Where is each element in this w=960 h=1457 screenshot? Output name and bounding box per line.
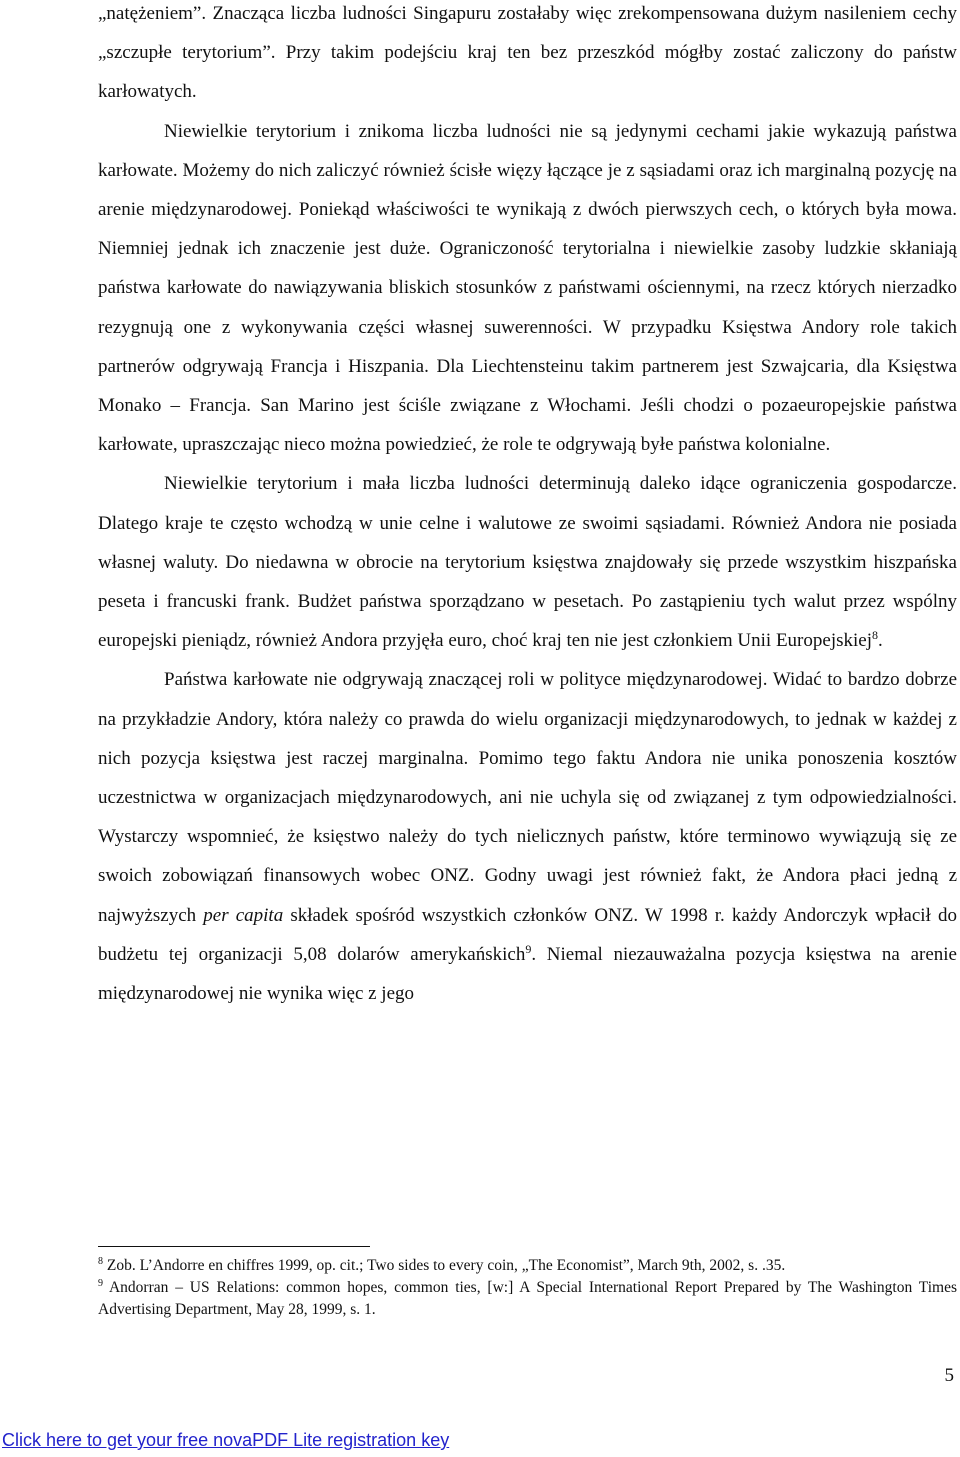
text-segment: Państwa karłowate nie odgrywają znaczącej roli w polityce międzynarodowej. Widać to bardzo dobrze na przykładzie Andory, która należy co prawda do wielu organizacji międzynarodowych, to jednak w każdej z nich pozycja księstwa jest raczej marginalna. Pomimo tego faktu Andora nie unika ponoszenia kosztów uczestnictwa w organizacjach międzynarodowych, ani nie uchyla się od związanej z tym odpowiedzialności. Wystarczy wspomnieć, że księstwo należy do tych nielicznych państw, które terminowo wywiązują się ze swoich zobowiązań finansowych wobec ONZ. Godny uwagi jest również fakt, że Andora płaci jedną z najwyższych — [98, 669, 957, 926]
page-number: 5 — [944, 1365, 954, 1386]
footnote — [98, 1255, 957, 1277]
text-segment: składek spośród wszystkich członków ONZ. W 1998 r. każdy Andorczyk wpłacił do budżetu tej organizacji 5,08 dolarów amerykańskich — [98, 904, 957, 965]
footnotes — [98, 1255, 957, 1321]
footnote-number: 8 — [98, 1256, 103, 1267]
italic-text: per capita — [203, 904, 284, 926]
body-paragraph — [98, 112, 957, 465]
body-paragraph — [98, 660, 957, 1013]
body-paragraph — [98, 464, 957, 660]
body-text — [98, 0, 957, 1013]
text-segment: „natężeniem”. Znacząca liczba ludności Singapuru zostałaby więc zrekompensowana dużym nasileniem cechy „szczupłe terytorium”. Przy takim podejściu kraj ten bez przeszkód mógłby zostać zaliczony do państw karłowatych. — [98, 3, 957, 103]
footnote-number: 9 — [98, 1278, 103, 1289]
text-segment: Niewielkie terytorium i mała liczba ludności determinują daleko idące ograniczenia gospodarcze. Dlatego kraje te często wchodzą w unie celne i walutowe ze swoimi sąsiadami. Również Andora nie posiada własnej waluty. Do niedawna w obrocie na terytorium księstwa znajdowały się przede wszystkim hiszpańska peseta i francuski frank. Budżet państwa sporządzano w pesetach. Po zastąpieniu tych walut przez wspólny europejski pieniądz, również Andora przyjęła euro, choć kraj ten nie jest członkiem Unii Europejskiej — [98, 473, 957, 652]
text-segment: Niewielkie terytorium i znikoma liczba ludności nie są jedynymi cechami jakie wykazują państwa karłowate. Możemy do nich zaliczyć również ścisłe więzy łączące je z sąsiadami oraz ich marginalną pozycję na arenie międzynarodowej. Poniekąd właściwości te wynikają z dwóch pierwszych cech, o których była mowa. Niemniej jednak ich znaczenie jest duże. Ograniczoność terytorialna i niewielkie zasoby ludzkie skłaniają państwa karłowate do nawiązywania bliskich stosunków z państwami ościennymi, na rzecz których nierzadko rezygnują one z wykonywania części własnej suwerenności. W przypadku Księstwa Andory role takich partnerów odgrywają Francja i Hiszpania. Dla Liechtensteinu takim partnerem jest Szwajcaria, dla Księstwa Monako – Francja. San Marino jest ściśle związane z Włochami. Jeśli chodzi o pozaeuropejskie państwa karłowate, upraszczając nieco można powiedzieć, że role te odgrywają byłe państwa kolonialne. — [98, 120, 957, 456]
footnote-text: Andorran – US Relations: common hopes, common ties, [w:] A Special International Report Prepared by The Washington Times Advertising Department, May 28, 1999, s. 1. — [98, 1279, 957, 1318]
footnote-reference: 8 — [871, 628, 878, 643]
footnote-reference: 9 — [525, 941, 532, 956]
footnote-text: Zob. L’Andorre en chiffres 1999, op. cit.; Two sides to every coin, „The Economist”, March 9th, 2002, s. .35. — [106, 1257, 786, 1274]
text-segment: . Niemal niezauważalna pozycja księstwa na arenie międzynarodowej nie wynika więc z jego — [98, 943, 957, 1005]
body-paragraph — [98, 0, 957, 112]
novapdf-registration-link[interactable]: Click here to get your free novaPDF Lite registration key — [2, 1430, 450, 1450]
footnote — [98, 1277, 957, 1321]
text-segment: . — [877, 630, 883, 652]
footnote-separator — [98, 1246, 370, 1247]
